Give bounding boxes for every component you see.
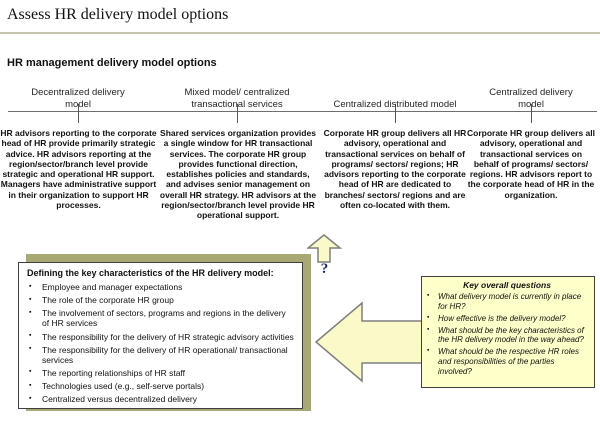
characteristics-item: ▪ Technologies used (e.g., self-serve portals)	[27, 381, 294, 391]
question-item: ▪ What should be the key characteristics of the HR delivery model in the way ahead?	[425, 326, 589, 345]
question-item: ▪ What delivery model is currently in place for HR?	[425, 292, 589, 311]
spectrum-axis-line	[8, 111, 597, 112]
question-item: ▪ What should be the respective HR roles and responsibilities of the parties involved?	[425, 347, 589, 376]
questions-box	[421, 276, 595, 388]
question-item: ▪ How effective is the delivery model?	[425, 314, 589, 324]
title-divider	[0, 32, 600, 34]
up-arrow-icon	[307, 234, 342, 264]
option-description-mixed: Shared services organization provides a single window for HR transactional services. The corporate HR group provides functional direction, establishes policies and standards, and advises senior management on overall HR strategy. HR advisors at the region/sector/branch level provide HR operational support.	[159, 128, 317, 221]
option-header-centralized-distributed: Centralized distributed model	[333, 98, 457, 110]
question-mark: ?	[320, 261, 329, 277]
left-arrow-icon	[315, 300, 429, 384]
characteristics-item: ▪ The responsibility for the delivery of HR operational/ transactional services	[27, 345, 294, 365]
option-header-centralized-delivery: Centralized delivery model	[489, 87, 573, 110]
option-description-centralized-delivery: Corporate HR group delivers all advisory, operational and transactional services on behalf of programs/ sectors/ regions. HR advisors report to the corporate head of HR in the organization.	[467, 128, 595, 200]
characteristics-item: ▪ The role of the corporate HR group	[27, 295, 294, 305]
option-header-decentralized: Decentralized delivery model	[31, 87, 125, 110]
characteristics-item: ▪ Employee and manager expectations	[27, 282, 294, 292]
characteristics-title: Defining the key characteristics of the HR delivery model:	[27, 268, 274, 278]
characteristics-item: ▪ The involvement of sectors, programs and regions in the delivery of HR services	[27, 308, 294, 328]
characteristics-list	[27, 282, 294, 404]
left-arrow-shape	[316, 303, 428, 381]
option-description-decentralized: HR advisors reporting to the corporate head of HR provide primarily strategic advice. HR advisors reporting at the region/sector/branch level provide strategic and operational HR support. Managers have administrative support in their organization to support HR processes.	[0, 128, 157, 211]
page-title: Assess HR delivery model options	[7, 6, 229, 23]
characteristics-item: ▪ Centralized versus decentralized delivery	[27, 394, 294, 404]
characteristics-box	[18, 262, 303, 409]
characteristics-item: ▪ The responsibility for the delivery of HR strategic advisory activities	[27, 332, 294, 342]
option-description-centralized-distributed: Corporate HR group delivers all HR advisory, operational and transactional services on behalf of programs/ sectors/ regions; HR advisors reporting to the corporate head of HR are dedicated to branches/ sectors/ regions and are often co-located with them.	[323, 128, 467, 211]
section-label: HR management delivery model options	[7, 57, 217, 69]
option-header-mixed: Mixed model/ centralized transactional services	[184, 87, 290, 110]
questions-list	[425, 292, 589, 376]
characteristics-item: ▪ The reporting relationships of HR staff	[27, 368, 294, 378]
up-arrow-shape	[308, 235, 340, 262]
questions-title: Key overall questions	[463, 280, 551, 290]
